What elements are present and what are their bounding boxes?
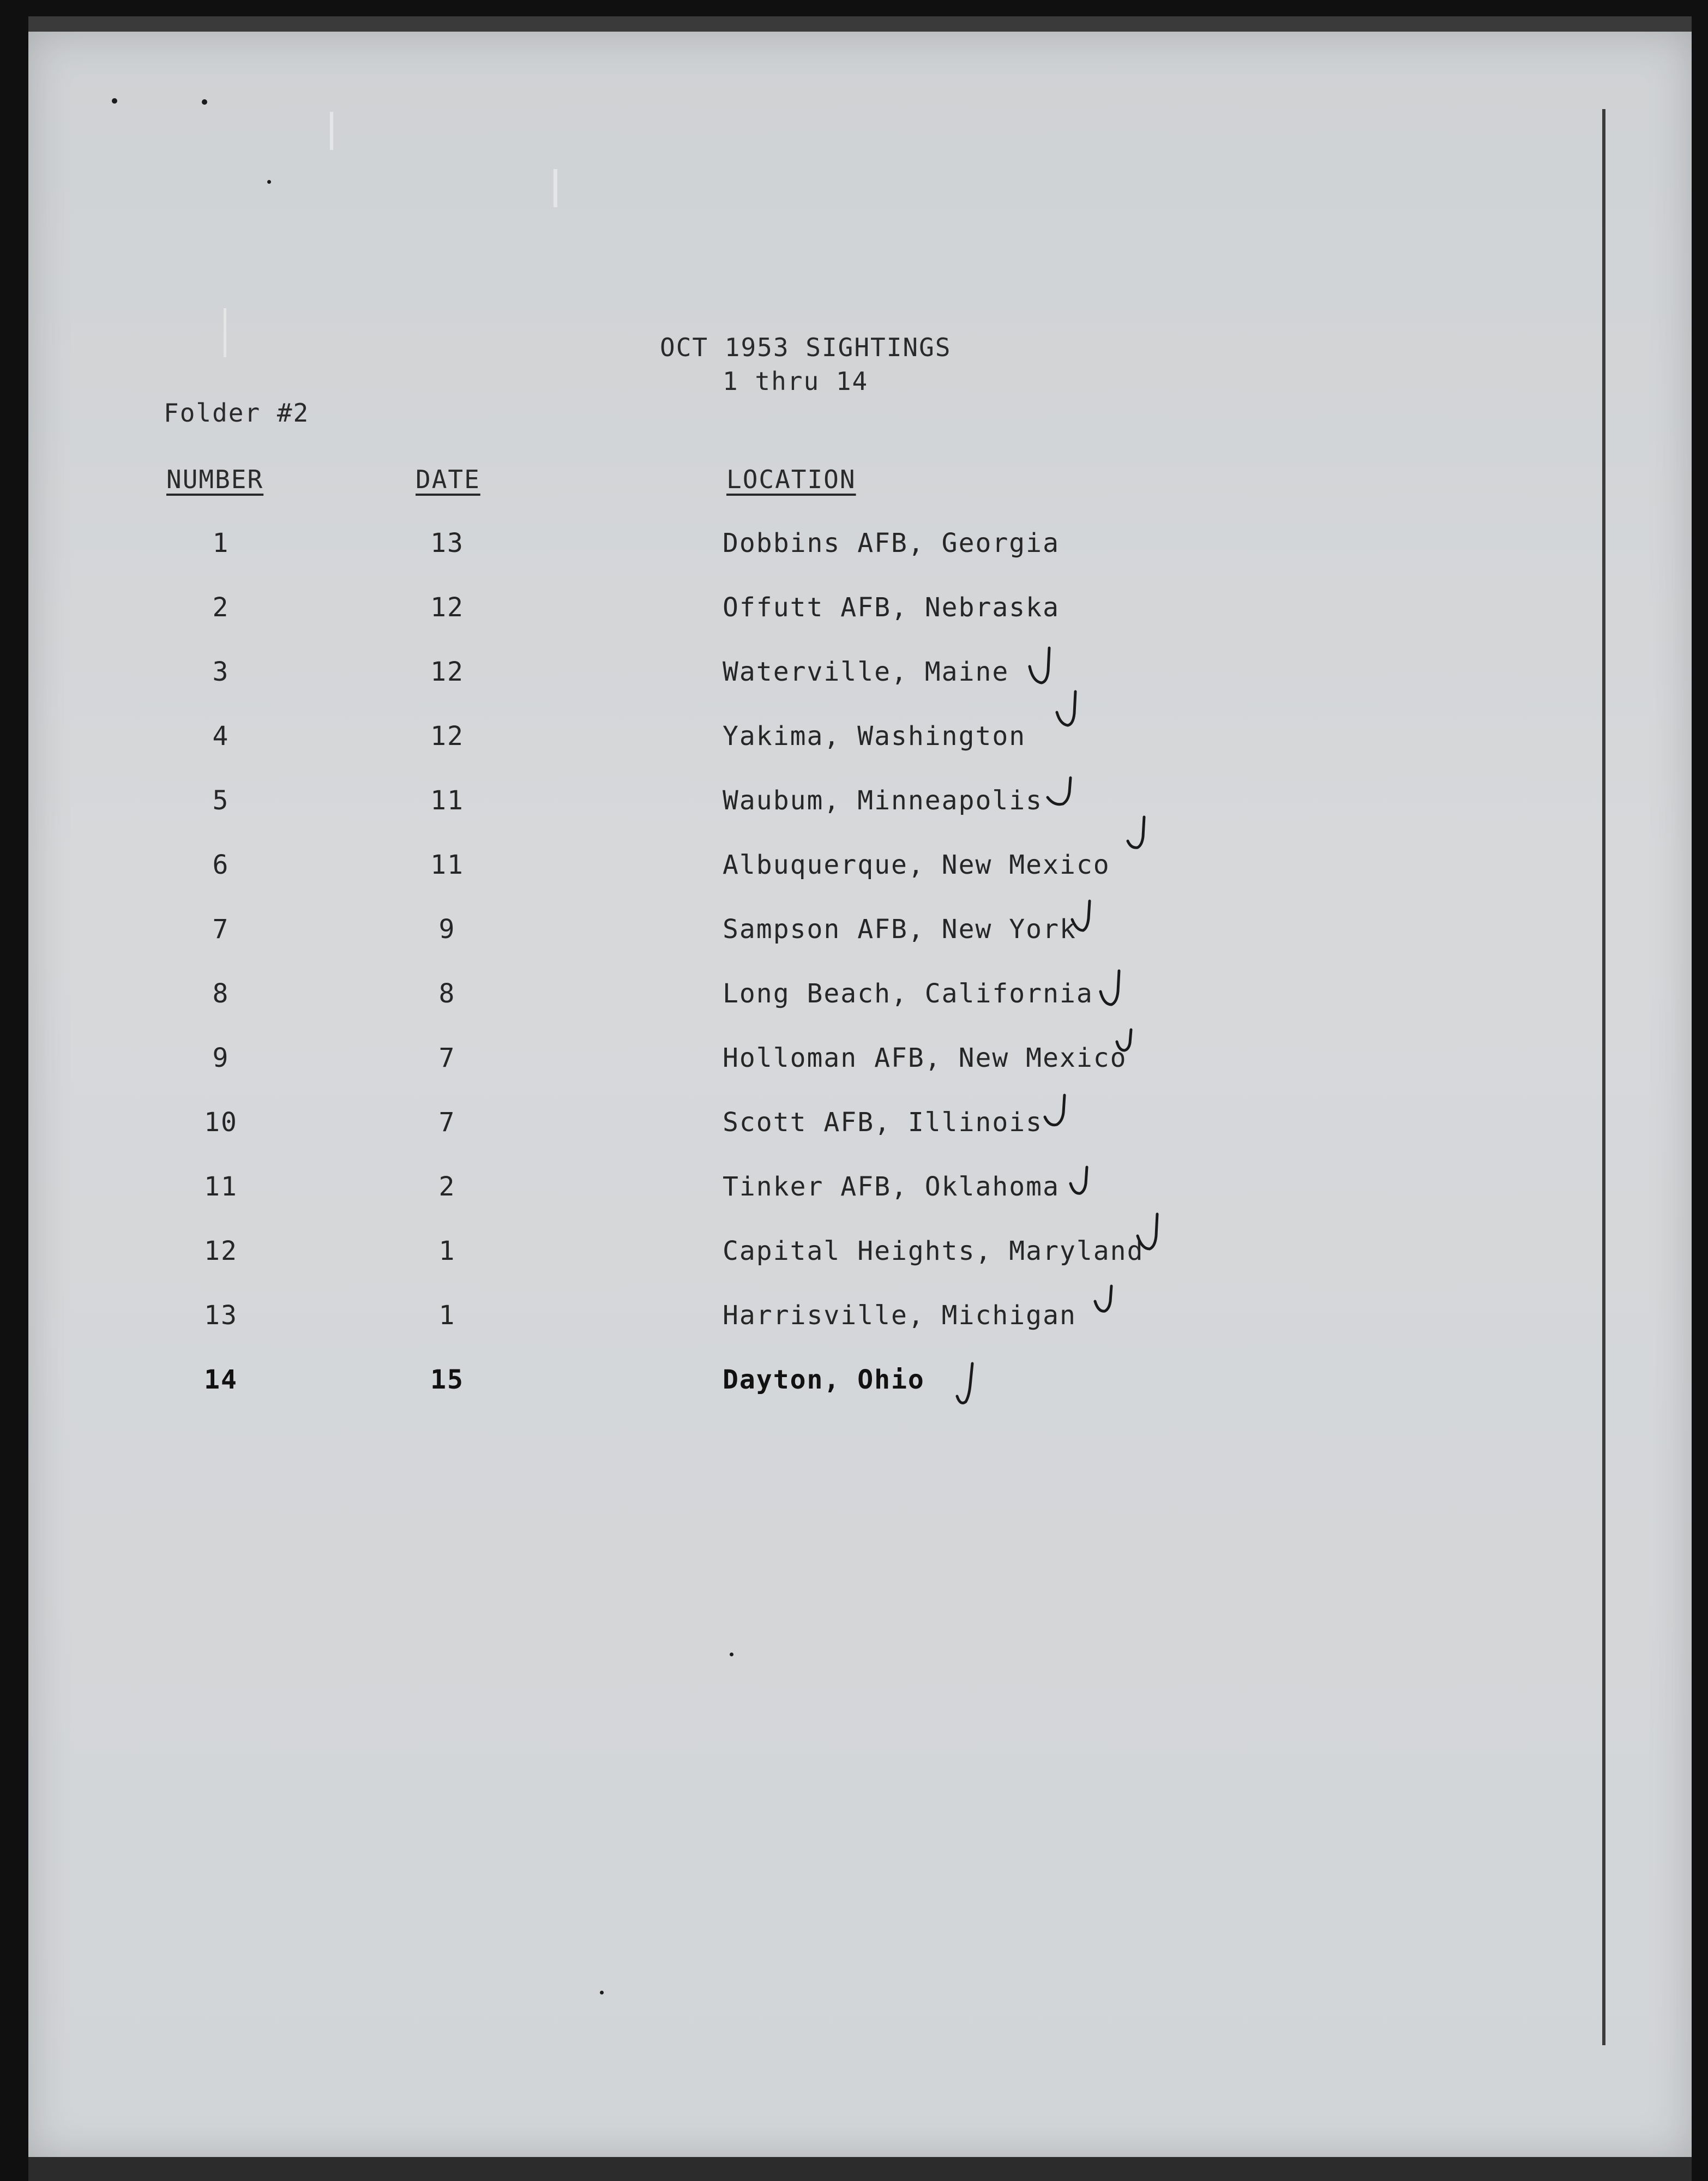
checkmark-icon — [1025, 644, 1058, 693]
bottom-film-edge — [28, 2157, 1692, 2181]
row-location: Waubum, Minneapolis — [723, 785, 1043, 816]
row-date: 11 — [430, 785, 464, 816]
table-row — [0, 1043, 1708, 1076]
checkmark-icon — [1069, 894, 1102, 944]
row-location: Capital Heights, Maryland — [723, 1236, 1144, 1266]
table-row — [0, 1236, 1708, 1269]
row-number: 8 — [212, 978, 230, 1009]
row-date: 9 — [438, 914, 456, 945]
table-row — [0, 1171, 1708, 1204]
row-date: 8 — [438, 978, 456, 1009]
row-location: Offutt AFB, Nebraska — [723, 592, 1060, 623]
row-number: 1 — [212, 528, 230, 558]
row-date: 13 — [430, 528, 464, 558]
scan-artifact — [330, 112, 333, 150]
checkmark-icon — [1123, 813, 1156, 862]
checkmark-icon — [1134, 1211, 1167, 1260]
column-header-number: NUMBER — [166, 465, 264, 494]
folder-label: Folder #2 — [164, 398, 310, 428]
row-number: 3 — [212, 657, 230, 687]
table-row — [0, 1107, 1708, 1140]
row-location: Harrisville, Michigan — [723, 1300, 1076, 1331]
row-number: 9 — [212, 1043, 230, 1073]
page-fold-line — [1602, 109, 1605, 2045]
table-row — [0, 914, 1708, 947]
column-header-location: LOCATION — [726, 465, 856, 494]
checkmark-icon — [1044, 770, 1077, 819]
row-date: 12 — [430, 721, 464, 752]
table-row — [0, 785, 1708, 818]
checkmark-icon — [1066, 1162, 1099, 1211]
row-date: 15 — [430, 1365, 464, 1395]
row-number: 7 — [212, 914, 230, 945]
row-number: 13 — [204, 1300, 238, 1331]
page-subtitle: 1 thru 14 — [723, 366, 869, 396]
row-date: 7 — [438, 1107, 456, 1138]
scan-artifact — [554, 169, 557, 207]
row-date: 1 — [438, 1300, 456, 1331]
table-row — [0, 978, 1708, 1011]
row-number: 5 — [212, 785, 230, 816]
row-number: 10 — [204, 1107, 238, 1138]
row-number: 6 — [212, 850, 230, 880]
row-location: Albuquerque, New Mexico — [723, 850, 1110, 880]
row-number: 4 — [212, 721, 230, 752]
row-date: 1 — [438, 1236, 456, 1266]
row-date: 7 — [438, 1043, 456, 1073]
column-header-date: DATE — [416, 465, 480, 494]
row-location: Tinker AFB, Oklahoma — [723, 1171, 1060, 1202]
checkmark-icon — [1096, 965, 1129, 1014]
checkmark-icon — [1042, 1091, 1074, 1140]
table-row — [0, 592, 1708, 625]
row-date: 11 — [430, 850, 464, 880]
row-location: Waterville, Maine — [723, 657, 1009, 687]
page-title: OCT 1953 SIGHTINGS — [660, 333, 952, 362]
speck — [202, 99, 207, 105]
row-location: Holloman AFB, New Mexico — [723, 1043, 1127, 1073]
table-row — [0, 1365, 1708, 1397]
speck — [730, 1653, 733, 1656]
row-date: 12 — [430, 592, 464, 623]
row-number: 11 — [204, 1171, 238, 1202]
top-film-edge — [28, 16, 1692, 33]
speck — [600, 1991, 604, 1994]
row-location: Long Beach, California — [723, 978, 1093, 1009]
scan-artifact — [224, 308, 226, 357]
checkmark-icon — [1053, 686, 1085, 735]
table-row — [0, 850, 1708, 882]
checkmark-icon — [1091, 1282, 1123, 1331]
speck — [267, 180, 271, 184]
table-row — [0, 657, 1708, 689]
speck — [112, 98, 117, 104]
table-row — [0, 1300, 1708, 1333]
checkmark-icon — [952, 1358, 984, 1407]
row-number: 14 — [204, 1365, 238, 1395]
row-location: Scott AFB, Illinois — [723, 1107, 1043, 1138]
row-date: 2 — [438, 1171, 456, 1202]
checkmark-icon — [1112, 1025, 1145, 1074]
row-number: 2 — [212, 592, 230, 623]
row-location: Dobbins AFB, Georgia — [723, 528, 1060, 558]
row-number: 12 — [204, 1236, 238, 1266]
row-date: 12 — [430, 657, 464, 687]
row-location: Dayton, Ohio — [723, 1365, 925, 1395]
row-location: Sampson AFB, New York — [723, 914, 1076, 945]
table-row — [0, 721, 1708, 754]
row-location: Yakima, Washington — [723, 721, 1026, 752]
table-row — [0, 528, 1708, 561]
